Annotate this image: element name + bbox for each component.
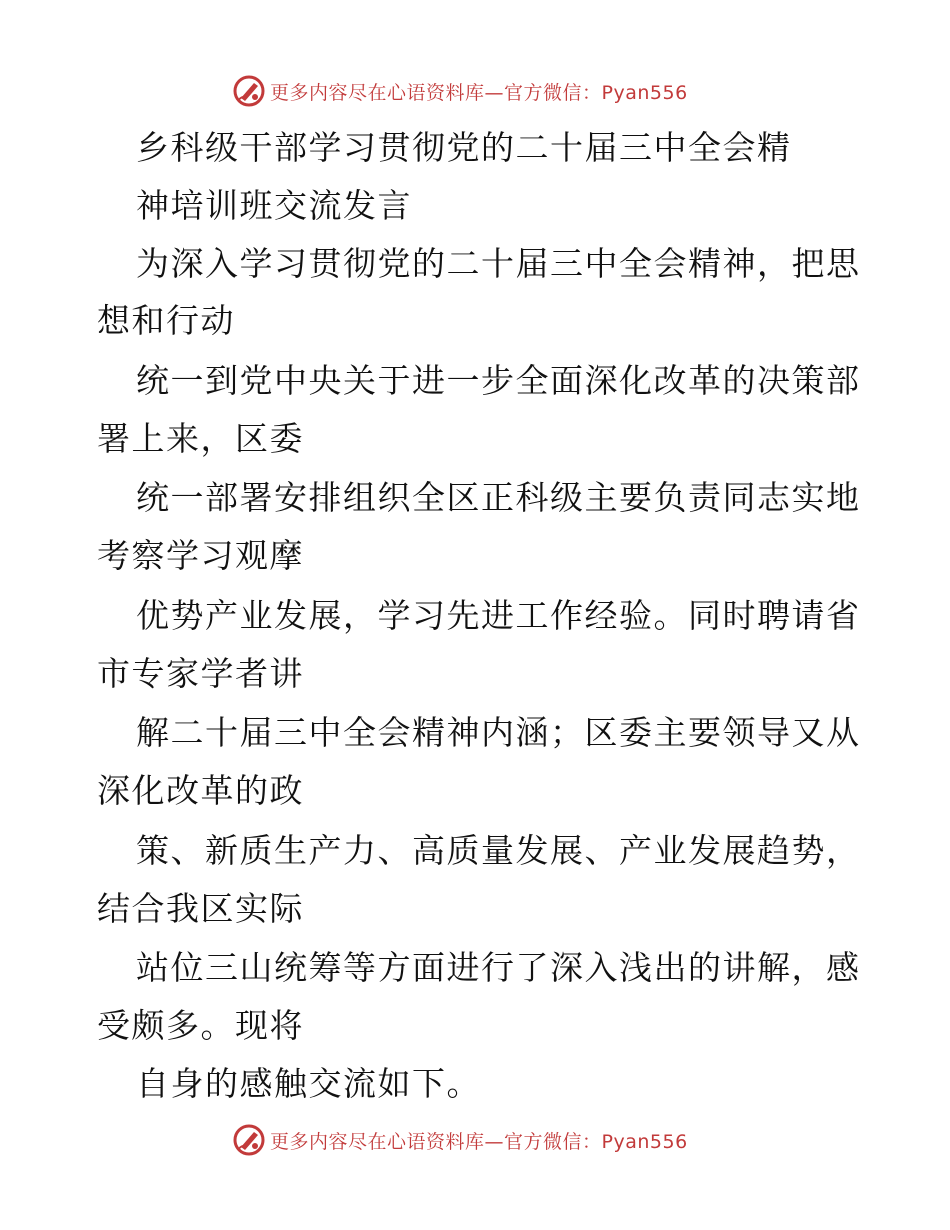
doc-line: 站位三山统筹等方面进行了深入浅出的讲解，感 <box>136 948 861 987</box>
doc-line: 神培训班交流发言 <box>136 186 412 225</box>
doc-line: 解二十届三中全会精神内涵；区委主要领导又从 <box>136 713 861 752</box>
doc-line: 统一到党中央关于进一步全面深化改革的决策部 <box>136 361 861 400</box>
doc-line: 想和行动 <box>97 301 235 340</box>
doc-line: 署上来，区委 <box>97 419 304 458</box>
footer-banner <box>232 1122 688 1158</box>
header-banner <box>232 73 688 109</box>
footer-banner-text: 更多内容尽在心语资料库—官方微信：Pyan556 <box>270 1130 688 1153</box>
doc-line: 自身的感触交流如下。 <box>136 1064 481 1103</box>
doc-line: 策、新质生产力、高质量发展、产业发展趋势， <box>136 831 861 870</box>
doc-line: 受颇多。现将 <box>97 1006 304 1045</box>
logo-icon <box>232 74 266 108</box>
doc-line: 为深入学习贯彻党的二十届三中全会精神，把思 <box>136 244 861 283</box>
header-banner-text: 更多内容尽在心语资料库—官方微信：Pyan556 <box>270 81 688 104</box>
logo-icon <box>232 1123 266 1157</box>
doc-line: 考察学习观摩 <box>97 536 304 575</box>
doc-line: 乡科级干部学习贯彻党的二十届三中全会精 <box>136 128 792 167</box>
doc-line: 结合我区实际 <box>97 889 304 928</box>
doc-line: 深化改革的政 <box>97 771 304 810</box>
doc-line: 优势产业发展，学习先进工作经验。同时聘请省 <box>136 596 861 635</box>
doc-line: 统一部署安排组织全区正科级主要负责同志实地 <box>136 478 861 517</box>
doc-line: 市专家学者讲 <box>97 654 304 693</box>
